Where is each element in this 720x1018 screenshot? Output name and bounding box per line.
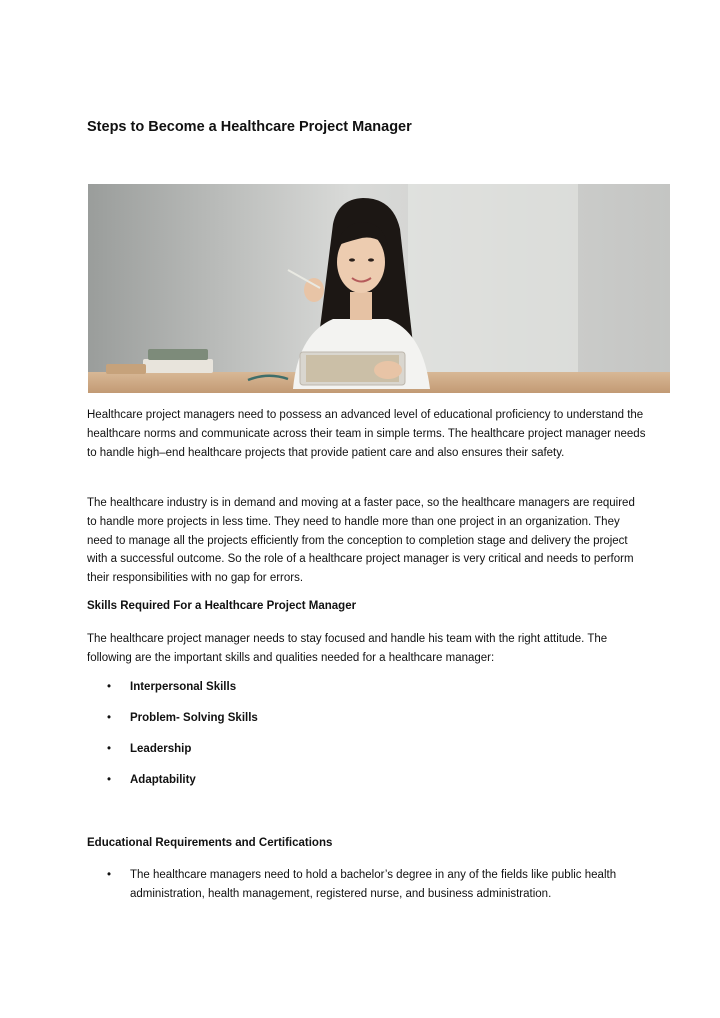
bullet-icon: • [107,712,112,724]
skills-heading: Skills Required For a Healthcare Project Manager [87,600,357,612]
skills-intro: The healthcare project manager needs to stay focused and handle his team with the right attitude. The following are the important skills and qualities needed for a healthcare manager: [87,633,608,664]
intro-paragraph: Healthcare project managers need to possess an advanced level of educational proficiency to understand the healthcare norms and communicate across their team in simple terms. The healthcare project manager needs to handle high–end healthcare projects that provide patient care and also ensures their safety. [87,409,646,459]
skill-item [107,743,630,755]
page-title: Steps to Become a Healthcare Project Manager [87,119,412,135]
skill-item [107,712,630,724]
skill-label: Adaptability [130,774,196,786]
bullet-icon: • [107,743,112,755]
bullet-icon: • [107,774,112,786]
industry-paragraph: The healthcare industry is in demand and moving at a faster pace, so the healthcare managers are required to handle more projects in less time. They need to handle more than one project in an organization. They need to manage all the projects efficiently from the conception to completion stage and delivery the project with a successful outcome. So the role of a healthcare project manager is very critical and needs to perform their responsibilities with no gap for errors. [87,497,635,585]
bullet-icon: • [107,681,112,693]
bullet-icon: • [107,869,112,881]
skill-item [107,774,630,786]
education-heading: Educational Requirements and Certifications [87,837,333,849]
hero-photo [88,184,670,393]
education-text: The healthcare managers need to hold a bachelor’s degree in any of the fields like public health administration, health management, registered nurse, and business administration. [130,869,617,900]
skill-label: Interpersonal Skills [130,681,237,693]
skill-item [107,681,630,693]
skill-label: Leadership [130,743,192,755]
skill-label: Problem- Solving Skills [130,712,258,724]
education-item [107,866,630,904]
